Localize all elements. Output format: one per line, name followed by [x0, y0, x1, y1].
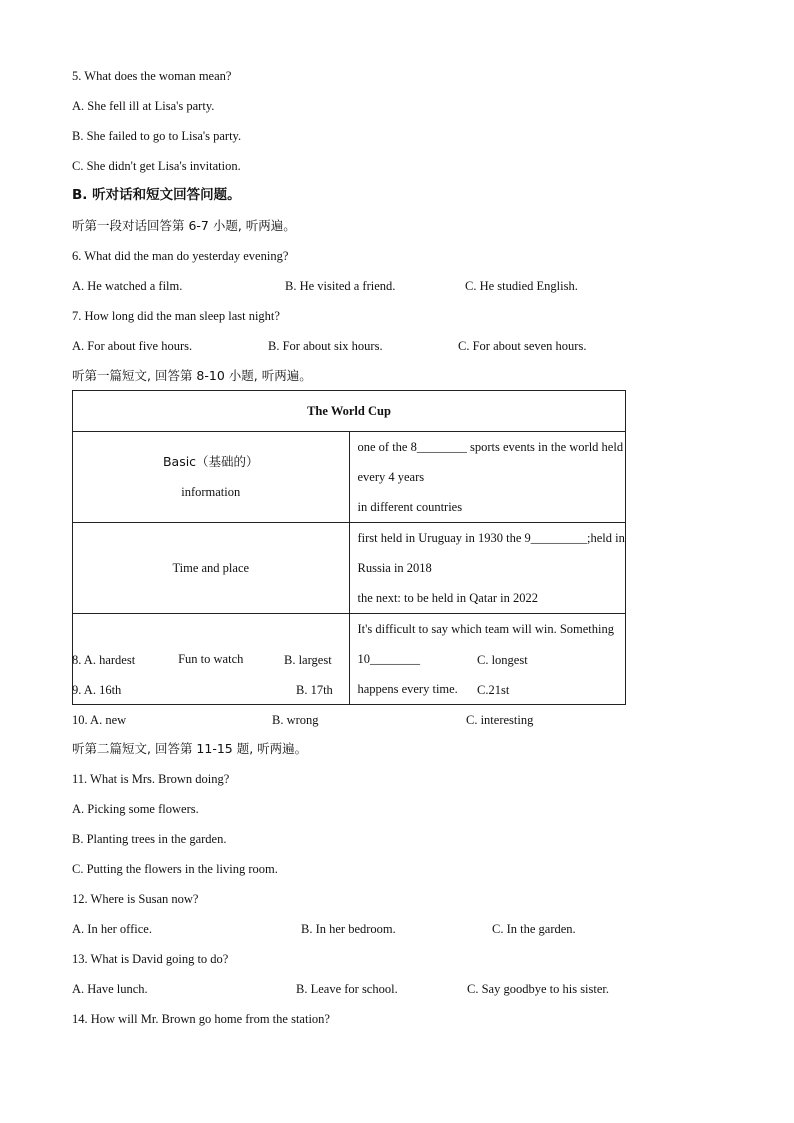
q5-option-b: B. She failed to go to Lisa's party. [72, 129, 242, 143]
row-label: Fun to watch [73, 614, 350, 705]
table-title: The World Cup [73, 391, 626, 432]
q13-option-c: C. Say goodbye to his sister. [467, 982, 610, 996]
q9-option-c: C.21st [477, 683, 510, 697]
q8-option-c: C. longest [477, 653, 528, 667]
q11-option-b: B. Planting trees in the garden. [72, 832, 227, 846]
q12-option-c: C. In the garden. [492, 922, 576, 936]
q9-option-b: B. 17th [296, 683, 333, 697]
q11-option-c: C. Putting the flowers in the living room. [72, 862, 278, 876]
row-label: Basic（基础的） information [73, 432, 350, 523]
q6-option-a: A. He watched a film. [72, 279, 183, 293]
q10-option-b: B. wrong [272, 713, 319, 727]
question-13: 13. What is David going to do? [72, 952, 229, 966]
world-cup-table [72, 390, 626, 705]
passage-1-instruction: 听第一篇短文, 回答第 8-10 小题, 听两遍。 [72, 368, 312, 383]
q8-option-a: 8. A. hardest [72, 653, 136, 667]
q11-option-a: A. Picking some flowers. [72, 802, 199, 816]
q7-option-a: A. For about five hours. [72, 339, 193, 353]
q7-option-c: C. For about seven hours. [458, 339, 587, 353]
table-row [73, 432, 626, 523]
q9-option-a: 9. A. 16th [72, 683, 122, 697]
question-11: 11. What is Mrs. Brown doing? [72, 772, 230, 786]
row-content: It's difficult to say which team will win. Something 10________ happens every time. [349, 614, 626, 705]
q5-option-c: C. She didn't get Lisa's invitation. [72, 159, 241, 173]
q6-option-c: C. He studied English. [465, 279, 578, 293]
question-12: 12. Where is Susan now? [72, 892, 199, 906]
row-content: one of the 8________ sports events in the world held every 4 years in different countries [349, 432, 626, 523]
question-5: 5. What does the woman mean? [72, 69, 232, 83]
passage-2-instruction: 听第二篇短文, 回答第 11-15 题, 听两遍。 [72, 741, 308, 756]
q10-option-c: C. interesting [466, 713, 534, 727]
q12-option-a: A. In her office. [72, 922, 152, 936]
q6-option-b: B. He visited a friend. [285, 279, 396, 293]
q5-option-a: A. She fell ill at Lisa's party. [72, 99, 215, 113]
q8-option-b: B. largest [284, 653, 332, 667]
table-row [73, 614, 626, 705]
question-14: 14. How will Mr. Brown go home from the station? [72, 1012, 330, 1026]
section-b-heading: B. 听对话和短文回答问题。 [72, 187, 241, 203]
dialog-1-instruction: 听第一段对话回答第 6-7 小题, 听两遍。 [72, 218, 296, 233]
q10-option-a: 10. A. new [72, 713, 127, 727]
q12-option-b: B. In her bedroom. [301, 922, 396, 936]
q13-option-b: B. Leave for school. [296, 982, 398, 996]
table-row [73, 523, 626, 614]
q13-option-a: A. Have lunch. [72, 982, 148, 996]
question-6: 6. What did the man do yesterday evening? [72, 249, 289, 263]
q7-option-b: B. For about six hours. [268, 339, 383, 353]
question-7: 7. How long did the man sleep last night? [72, 309, 280, 323]
row-content: first held in Uruguay in 1930 the 9_________;held in Russia in 2018 the next: to be held in Qatar in 2022 [349, 523, 626, 614]
row-label: Time and place [73, 523, 350, 614]
